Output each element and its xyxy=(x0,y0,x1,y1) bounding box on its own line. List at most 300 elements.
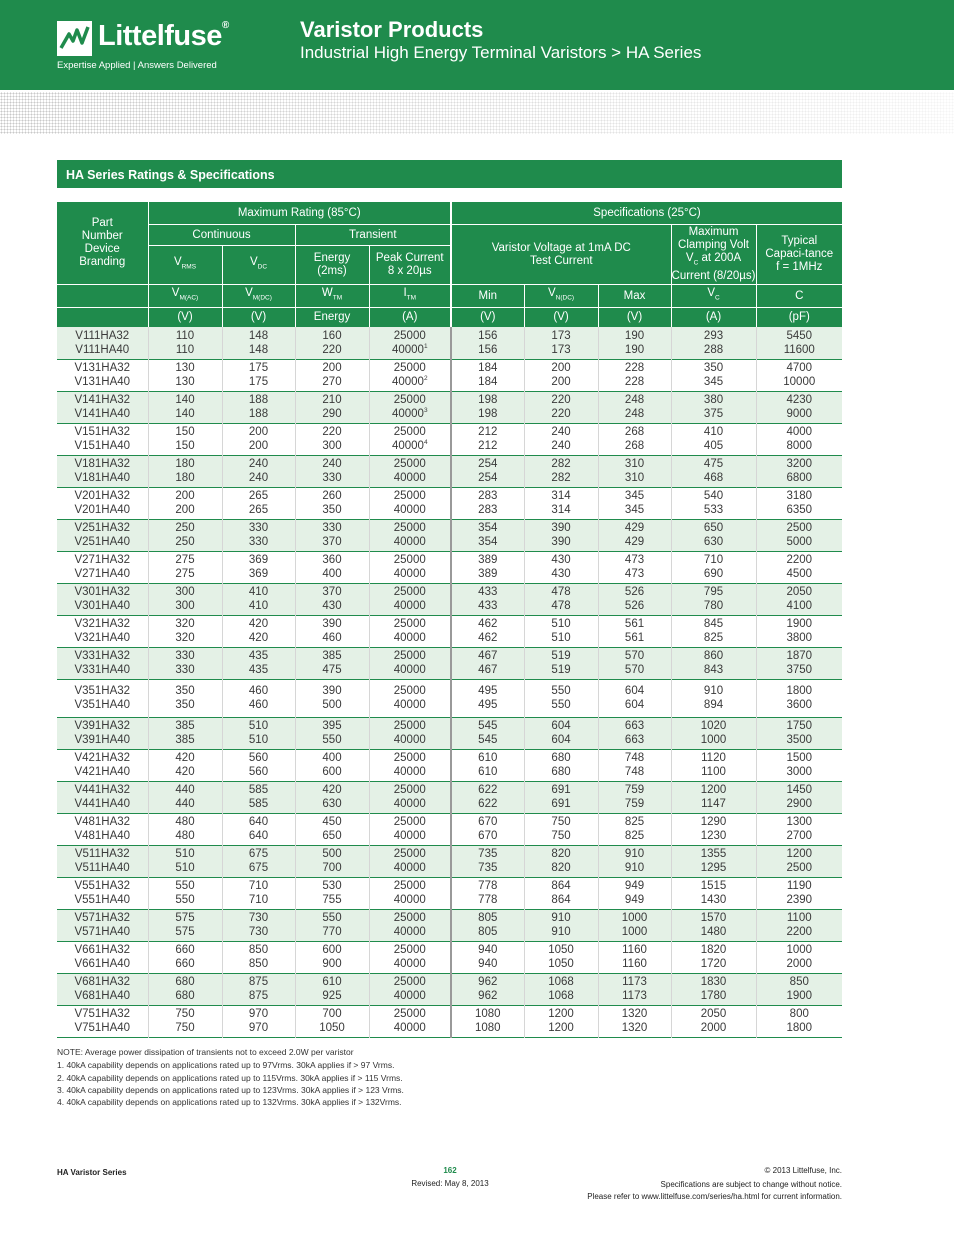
cell-min xyxy=(451,1005,524,1037)
cell-value: 369 xyxy=(248,568,269,580)
cell-value: 604 xyxy=(624,685,645,697)
cell-value: 660 xyxy=(175,944,195,956)
cell-value: 478 xyxy=(551,600,571,612)
cell-min xyxy=(451,717,524,749)
cell-value: 240 xyxy=(551,440,571,452)
cell-peak xyxy=(369,1005,451,1037)
cell-value: V251HA40 xyxy=(74,536,131,548)
cell-parts xyxy=(57,877,148,909)
cell-value: 240 xyxy=(551,426,571,438)
cell-cap xyxy=(756,551,842,583)
symbol-itm: $I_{TM}$ xyxy=(369,285,451,308)
cell-value: 40000$^4$ xyxy=(391,439,428,452)
cell-energy xyxy=(295,615,369,647)
cell-value: 735 xyxy=(478,848,498,860)
cell-value: 3180 xyxy=(786,490,813,502)
cell-value: 675 xyxy=(248,848,269,860)
cell-vn xyxy=(524,781,598,813)
cell-max xyxy=(598,487,671,519)
cell-value: 275 xyxy=(175,568,195,580)
cell-min xyxy=(451,845,524,877)
table-row xyxy=(57,391,842,423)
cell-value: 1900 xyxy=(786,990,813,1002)
cell-energy xyxy=(295,519,369,551)
cell-value: 561 xyxy=(624,632,645,644)
cell-cap xyxy=(756,487,842,519)
table-row xyxy=(57,327,842,359)
cell-cap xyxy=(756,679,842,717)
cell-value: V681HA40 xyxy=(74,990,131,1002)
cell-vn xyxy=(524,813,598,845)
cell-value: 2500 xyxy=(786,862,813,874)
cell-peak xyxy=(369,749,451,781)
cell-value: 910 xyxy=(551,912,571,924)
cell-value: 370 xyxy=(322,536,342,548)
cell-value: 748 xyxy=(624,766,645,778)
cell-value: 248 xyxy=(624,394,645,406)
cell-value: 2700 xyxy=(786,830,813,842)
cell-value: 690 xyxy=(703,568,724,580)
cell-parts xyxy=(57,327,148,359)
cell-value: 40000 xyxy=(393,830,426,842)
cell-value: V751HA32 xyxy=(74,1008,131,1020)
cell-value: 440 xyxy=(175,798,195,810)
cell-value: 212 xyxy=(478,426,498,438)
cell-value: 970 xyxy=(248,1008,269,1020)
cell-value: 1900 xyxy=(786,618,813,630)
cell-value: 410 xyxy=(703,426,724,438)
cell-vrms xyxy=(148,423,222,455)
cell-value: 390 xyxy=(551,536,571,548)
cell-value: 570 xyxy=(624,650,645,662)
cell-cap xyxy=(756,973,842,1005)
cell-energy xyxy=(295,455,369,487)
cell-value: 25000 xyxy=(393,752,426,764)
cell-vdc xyxy=(222,749,295,781)
cell-vn xyxy=(524,845,598,877)
cell-vn xyxy=(524,941,598,973)
unit-cell: (pF) xyxy=(756,308,842,328)
cell-value: 430 xyxy=(551,554,571,566)
cell-min xyxy=(451,877,524,909)
cell-value: 1480 xyxy=(700,926,727,938)
cell-value: 40000 xyxy=(393,926,426,938)
cell-value: 750 xyxy=(551,816,571,828)
cell-value: 410 xyxy=(248,600,269,612)
cell-value: 220 xyxy=(551,394,571,406)
cell-peak xyxy=(369,647,451,679)
cell-value: 467 xyxy=(478,664,498,676)
header-vrms: $V_{RMS}$ xyxy=(148,246,222,285)
unit-cell: (V) xyxy=(148,308,222,328)
cell-value: 25000 xyxy=(393,1008,426,1020)
cell-parts xyxy=(57,973,148,1005)
cell-value: 4100 xyxy=(786,600,813,612)
cell-value: 2900 xyxy=(786,798,813,810)
table-row xyxy=(57,813,842,845)
cell-value: 40000 xyxy=(393,600,426,612)
cell-value: 385 xyxy=(175,720,195,732)
cell-vn xyxy=(524,391,598,423)
cell-value: 630 xyxy=(703,536,724,548)
cell-energy xyxy=(295,973,369,1005)
cell-cap xyxy=(756,647,842,679)
cell-max xyxy=(598,583,671,615)
cell-value: 500 xyxy=(322,848,342,860)
cell-value: 1200 xyxy=(548,1008,574,1020)
cell-max xyxy=(598,973,671,1005)
cell-vn xyxy=(524,519,598,551)
cell-value: 380 xyxy=(703,394,724,406)
cell-value: 550 xyxy=(551,685,571,697)
cell-value: 1000 xyxy=(621,912,648,924)
cell-value: 320 xyxy=(175,632,195,644)
cell-value: 240 xyxy=(322,458,342,470)
cell-value: 864 xyxy=(551,880,571,892)
cell-vrms xyxy=(148,615,222,647)
cell-vc xyxy=(671,615,756,647)
cell-value: 670 xyxy=(478,816,498,828)
cell-value: V481HA32 xyxy=(74,816,131,828)
symbol-vmac: $V_{M(AC)}$ xyxy=(148,285,222,308)
cell-value: 389 xyxy=(478,554,498,566)
footer-revised-date: Revised: May 8, 2013 xyxy=(411,1179,489,1188)
page-subtitle: Industrial High Energy Terminal Varistors > HA Series xyxy=(300,43,702,62)
cell-max xyxy=(598,813,671,845)
unit-blank xyxy=(57,308,148,328)
dot-pattern-divider xyxy=(0,92,954,134)
cell-value: 420 xyxy=(248,618,269,630)
cell-value: 510 xyxy=(175,848,195,860)
cell-value: 825 xyxy=(624,816,645,828)
cell-max xyxy=(598,519,671,551)
cell-value: 1000 xyxy=(621,926,648,938)
table-row xyxy=(57,781,842,813)
cell-value: 475 xyxy=(322,664,342,676)
cell-value: 550 xyxy=(322,734,342,746)
cell-value: 468 xyxy=(703,472,724,484)
cell-value: V351HA32 xyxy=(74,685,131,697)
cell-value: V441HA40 xyxy=(74,798,131,810)
cell-value: 640 xyxy=(248,830,269,842)
cell-value: 160 xyxy=(322,329,342,342)
cell-value: 600 xyxy=(322,944,342,956)
cell-value: 640 xyxy=(248,816,269,828)
cell-value: 610 xyxy=(478,752,498,764)
cell-value: 460 xyxy=(248,699,269,711)
cell-value: 843 xyxy=(703,664,724,676)
cell-value: 40000$^3$ xyxy=(391,407,428,420)
cell-value: V251HA32 xyxy=(74,522,131,534)
cell-value: V141HA40 xyxy=(74,408,131,420)
cell-value: 949 xyxy=(624,894,645,906)
cell-value: 2000 xyxy=(700,1022,727,1034)
cell-peak xyxy=(369,455,451,487)
cell-value: V441HA32 xyxy=(74,784,131,796)
header-symbol-blank xyxy=(57,285,148,308)
cell-value: 25000 xyxy=(393,490,426,502)
cell-value: 330 xyxy=(175,664,195,676)
cell-value: V571HA32 xyxy=(74,912,131,924)
cell-value: 949 xyxy=(624,880,645,892)
cell-vc xyxy=(671,391,756,423)
header-continuous: Continuous xyxy=(148,225,295,246)
cell-value: 25000 xyxy=(393,650,426,662)
cell-vdc xyxy=(222,941,295,973)
table-row xyxy=(57,679,842,717)
cell-value: 510 xyxy=(551,632,571,644)
footnote-marker: 3 xyxy=(423,407,428,415)
cell-vrms xyxy=(148,487,222,519)
cell-parts xyxy=(57,487,148,519)
cell-value: 710 xyxy=(703,554,724,566)
cell-value: 680 xyxy=(175,990,195,1002)
cell-value: 622 xyxy=(478,798,498,810)
cell-value: 550 xyxy=(322,912,342,924)
cell-value: 150 xyxy=(175,440,195,452)
cell-value: 369 xyxy=(248,554,269,566)
table-row xyxy=(57,423,842,455)
cell-vc xyxy=(671,487,756,519)
cell-value: 585 xyxy=(248,784,269,796)
cell-value: 25000 xyxy=(393,586,426,598)
cell-value: 663 xyxy=(624,734,645,746)
cell-value: 200 xyxy=(248,426,269,438)
cell-value: 1120 xyxy=(701,752,726,764)
cell-vdc xyxy=(222,647,295,679)
cell-cap xyxy=(756,749,842,781)
cell-max xyxy=(598,845,671,877)
cell-value: 630 xyxy=(322,798,342,810)
cell-min xyxy=(451,781,524,813)
cell-vc xyxy=(671,1005,756,1037)
cell-vdc xyxy=(222,327,295,359)
symbol-vn: $V_{N(DC)}$ xyxy=(524,285,598,308)
cell-value: 385 xyxy=(322,650,342,662)
cell-value: 575 xyxy=(175,912,195,924)
cell-value: 10000 xyxy=(783,376,816,388)
cell-value: 864 xyxy=(551,894,571,906)
cell-peak xyxy=(369,909,451,941)
cell-value: 610 xyxy=(322,976,342,988)
cell-value: 1020 xyxy=(700,720,727,732)
table-row xyxy=(57,845,842,877)
cell-value: 450 xyxy=(322,816,342,828)
cell-value: 510 xyxy=(175,862,195,874)
ratings-table xyxy=(57,202,842,1038)
cell-value: 970 xyxy=(248,1022,269,1034)
cell-value: 1080 xyxy=(474,1008,501,1020)
cell-vc xyxy=(671,909,756,941)
cell-cap xyxy=(756,455,842,487)
cell-parts xyxy=(57,391,148,423)
cell-value: 2000 xyxy=(786,958,813,970)
cell-max xyxy=(598,551,671,583)
table-row xyxy=(57,487,842,519)
header-vdc: $V_{DC}$ xyxy=(222,246,295,285)
cell-min xyxy=(451,749,524,781)
symbol-c: C xyxy=(756,285,842,308)
cell-value: V321HA32 xyxy=(74,618,131,630)
cell-parts xyxy=(57,813,148,845)
cell-value: 462 xyxy=(478,618,498,630)
cell-value: 9000 xyxy=(786,408,813,420)
cell-value: 25000 xyxy=(393,394,426,406)
cell-peak xyxy=(369,845,451,877)
cell-value: 310 xyxy=(624,472,645,484)
cell-value: 1173 xyxy=(622,990,647,1002)
cell-max xyxy=(598,781,671,813)
cell-cap xyxy=(756,615,842,647)
cell-value: 460 xyxy=(322,632,342,644)
cell-value: 1100 xyxy=(786,912,812,924)
cell-value: 433 xyxy=(478,586,498,598)
cell-value: 675 xyxy=(248,862,269,874)
cell-value: 175 xyxy=(248,362,269,374)
cell-value: 680 xyxy=(551,752,571,764)
cell-vdc xyxy=(222,423,295,455)
cell-value: 560 xyxy=(248,752,269,764)
cell-value: 962 xyxy=(478,976,498,988)
cell-vn xyxy=(524,909,598,941)
cell-cap xyxy=(756,391,842,423)
cell-value: 293 xyxy=(703,329,724,342)
header-part-number: Part Number Device Branding xyxy=(57,202,148,285)
cell-energy xyxy=(295,717,369,749)
cell-vdc xyxy=(222,973,295,1005)
cell-vn xyxy=(524,583,598,615)
cell-value: 778 xyxy=(478,894,498,906)
cell-value: 795 xyxy=(703,586,724,598)
cell-value: 228 xyxy=(624,376,645,388)
cell-value: 519 xyxy=(551,650,571,662)
cell-value: 2050 xyxy=(786,586,813,598)
cell-max xyxy=(598,877,671,909)
cell-value: 25000 xyxy=(393,944,426,956)
cell-value: 710 xyxy=(248,880,269,892)
cell-value: 825 xyxy=(624,830,645,842)
cell-value: 240 xyxy=(248,472,269,484)
cell-vc xyxy=(671,781,756,813)
cell-value: 900 xyxy=(322,958,342,970)
cell-vc xyxy=(671,455,756,487)
cell-value: 400 xyxy=(322,568,342,580)
cell-value: 545 xyxy=(478,734,498,746)
cell-value: 748 xyxy=(624,752,645,764)
cell-value: 1450 xyxy=(786,784,813,796)
cell-vdc xyxy=(222,583,295,615)
cell-value: 290 xyxy=(322,408,342,420)
cell-value: 910 xyxy=(551,926,571,938)
cell-value: 430 xyxy=(551,568,571,580)
cell-value: 389 xyxy=(478,568,498,580)
cell-cap xyxy=(756,781,842,813)
cell-value: V201HA32 xyxy=(74,490,131,502)
cell-value: 420 xyxy=(248,632,269,644)
cell-value: 184 xyxy=(478,362,498,374)
table-row xyxy=(57,877,842,909)
cell-value: 220 xyxy=(322,343,342,356)
cell-cap xyxy=(756,845,842,877)
cell-value: 1173 xyxy=(622,976,647,988)
cell-max xyxy=(598,359,671,391)
cell-value: 40000 xyxy=(393,862,426,874)
cell-max xyxy=(598,679,671,717)
cell-value: 1147 xyxy=(701,798,726,810)
cell-value: 188 xyxy=(248,408,269,420)
cell-value: 750 xyxy=(175,1022,195,1034)
footnote-marker: 2 xyxy=(423,375,428,383)
cell-value: 360 xyxy=(322,554,342,566)
cell-energy xyxy=(295,359,369,391)
table-row xyxy=(57,749,842,781)
cell-vn xyxy=(524,749,598,781)
cell-value: 530 xyxy=(322,880,342,892)
cell-vrms xyxy=(148,749,222,781)
cell-value: 25000 xyxy=(393,816,426,828)
cell-vdc xyxy=(222,845,295,877)
cell-value: 180 xyxy=(175,458,195,470)
cell-value: 345 xyxy=(703,376,724,388)
footer-reference-link[interactable]: Please refer to www.littelfuse.com/series/ha.html for current information. xyxy=(587,1192,842,1201)
cell-value: 1290 xyxy=(700,816,727,828)
cell-value: 1000 xyxy=(786,944,813,956)
cell-vdc xyxy=(222,877,295,909)
cell-value: 40000$^2$ xyxy=(391,375,428,388)
cell-value: 6800 xyxy=(786,472,813,484)
cell-value: 173 xyxy=(551,343,571,356)
cell-value: 480 xyxy=(175,816,195,828)
cell-vrms xyxy=(148,679,222,717)
cell-value: 1320 xyxy=(621,1008,648,1020)
cell-value: 2500 xyxy=(786,522,813,534)
cell-value: 40000 xyxy=(393,568,426,580)
footer-page-number: 162 xyxy=(443,1166,457,1175)
cell-value: 1780 xyxy=(700,990,727,1002)
cell-value: V481HA40 xyxy=(74,830,131,842)
cell-value: 40000 xyxy=(393,958,426,970)
cell-value: 478 xyxy=(551,586,571,598)
cell-value: 11600 xyxy=(783,343,815,356)
cell-value: V131HA40 xyxy=(74,376,131,388)
cell-value: 350 xyxy=(322,504,342,516)
cell-vrms xyxy=(148,391,222,423)
cell-value: 3600 xyxy=(786,699,813,711)
cell-min xyxy=(451,909,524,941)
cell-value: 25000 xyxy=(393,554,426,566)
cell-vrms xyxy=(148,877,222,909)
cell-value: 212 xyxy=(478,440,498,452)
cell-vn xyxy=(524,551,598,583)
cell-value: 25000 xyxy=(393,458,426,470)
cell-value: 270 xyxy=(322,376,342,388)
cell-value: 300 xyxy=(322,440,342,452)
cell-value: 540 xyxy=(703,490,724,502)
cell-value: 462 xyxy=(478,632,498,644)
cell-energy xyxy=(295,583,369,615)
cell-value: 533 xyxy=(703,504,724,516)
cell-value: 3750 xyxy=(786,664,813,676)
cell-value: 1068 xyxy=(548,990,574,1002)
cell-vn xyxy=(524,973,598,1005)
cell-peak xyxy=(369,583,451,615)
cell-value: 759 xyxy=(624,798,645,810)
cell-value: 200 xyxy=(551,376,571,388)
cell-value: 1500 xyxy=(786,752,813,764)
cell-value: 260 xyxy=(322,490,342,502)
footer-copyright: © 2013 Littelfuse, Inc. xyxy=(764,1166,842,1175)
cell-value: 440 xyxy=(175,784,195,796)
